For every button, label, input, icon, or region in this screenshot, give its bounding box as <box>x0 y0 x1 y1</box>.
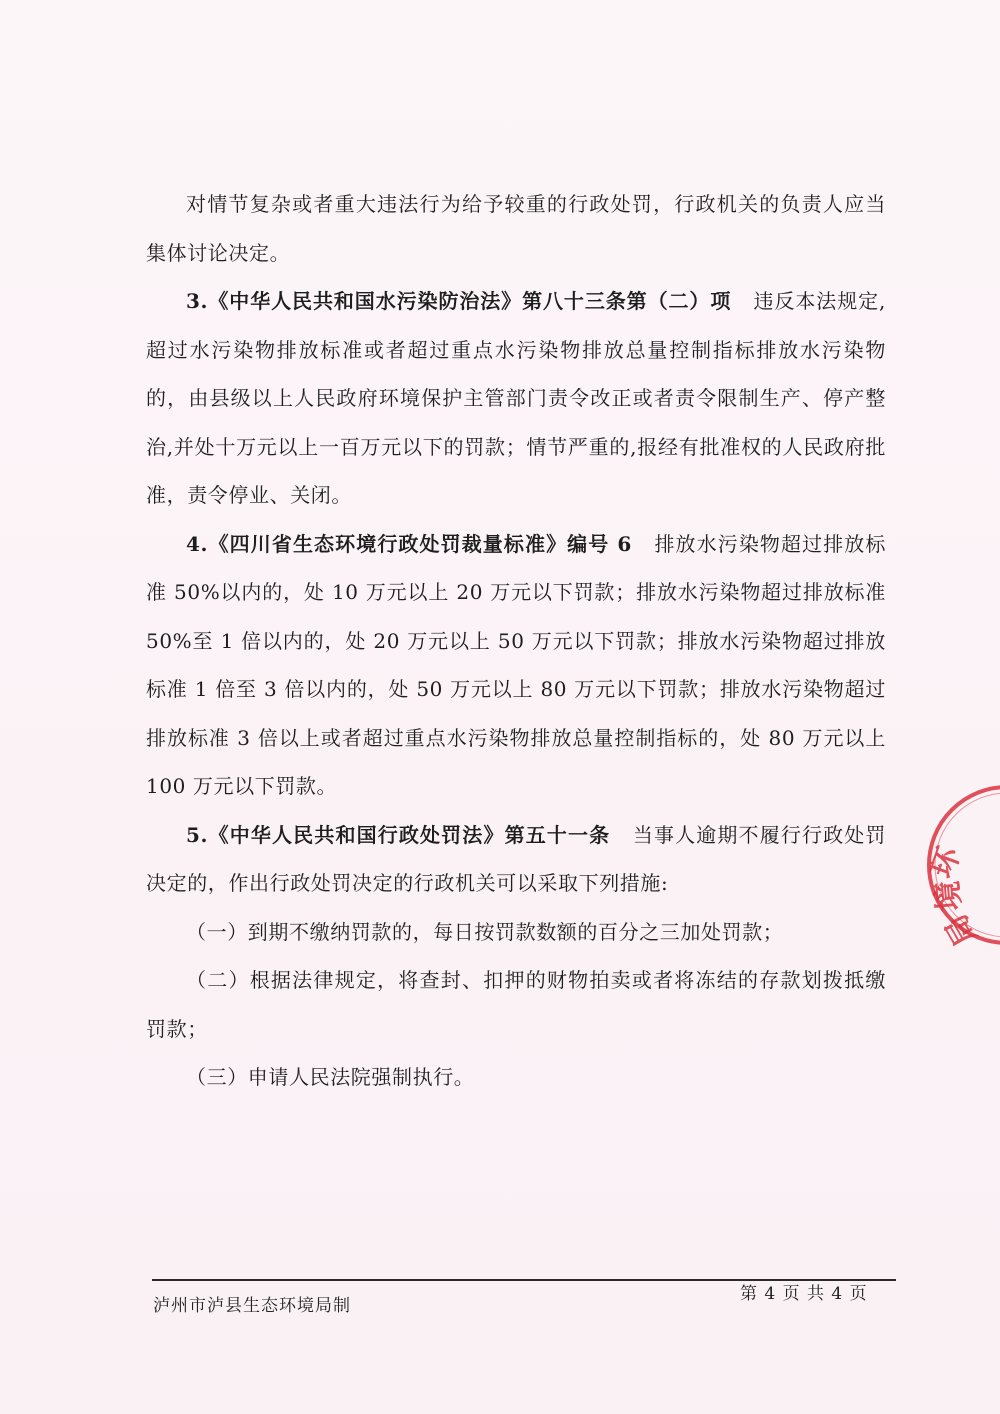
paragraph-1 <box>146 180 886 277</box>
paragraph-3-text: 排放水污染物超过排放标准 50%以内的，处 10 万元以上 20 万元以下罚款；排放水污染物超过排放标准 50%至 1 倍以内的，处 20 万元以上 50 万元以下罚款；排放水污染物超过排放标准 1 倍至 3 倍以内的，处 50 万元以上 80 万元以下罚款；排放水污染物超过排放标准 3 倍以上或者超过重点水污染物排放总量控制指标的，处 80 万元以上 100 万元以下罚款。 <box>146 531 886 798</box>
paragraph-1-text: 对情节复杂或者重大违法行为给予较重的行政处罚，行政机关的负责人应当集体讨论决定。 <box>146 192 886 265</box>
document-body <box>146 180 886 1102</box>
paragraph-4-text: 当事人逾期不履行行政处罚决定的，作出行政处罚决定的行政机关可以采取下列措施: <box>146 822 887 895</box>
svg-text:局: 局 <box>938 908 984 950</box>
paragraph-3-heading: 4.《四川省生态环境行政处罚裁量标准》编号 6 <box>186 531 632 556</box>
paragraph-2 <box>146 277 886 520</box>
official-seal <box>922 780 1000 950</box>
paragraph-7 <box>146 1053 886 1102</box>
paragraph-4-heading: 5.《中华人民共和国行政处罚法》第五十一条 <box>186 822 611 847</box>
paragraph-6-text: （二）根据法律规定，将查封、扣押的财物拍卖或者将冻结的存款划拨抵缴罚款； <box>146 968 886 1041</box>
paragraph-5 <box>146 908 886 957</box>
paragraph-2-text: 违反本法规定,超过水污染物排放标准或者超过重点水污染物排放总量控制指标排放水污染物的，由县级以上人民政府环境保护主管部门责令改正或者责令限制生产、停产整治,并处十万元以上一百万元以下的罚款；情节严重的,报经有批准权的人民政府批准，责令停业、关闭。 <box>146 289 886 507</box>
paragraph-5-text: （一）到期不缴纳罚款的，每日按罚款数额的百分之三加处罚款； <box>186 919 784 944</box>
official-seal-graphic <box>922 780 1000 950</box>
paragraph-3 <box>146 520 886 811</box>
paragraph-6 <box>146 956 886 1053</box>
paragraph-2-heading: 3.《中华人民共和国水污染防治法》第八十三条第（二）项 <box>186 289 732 313</box>
footer-page-indicator: 第 4 页 共 4 页 <box>740 1284 868 1304</box>
svg-text:环: 环 <box>924 842 968 883</box>
paragraph-4 <box>146 811 886 908</box>
svg-text:境: 境 <box>930 879 968 913</box>
footer-issuer: 泸州市泸县生态环境局制 <box>153 1296 351 1316</box>
paragraph-7-text: （三）申请人民法院强制执行。 <box>186 1065 475 1089</box>
